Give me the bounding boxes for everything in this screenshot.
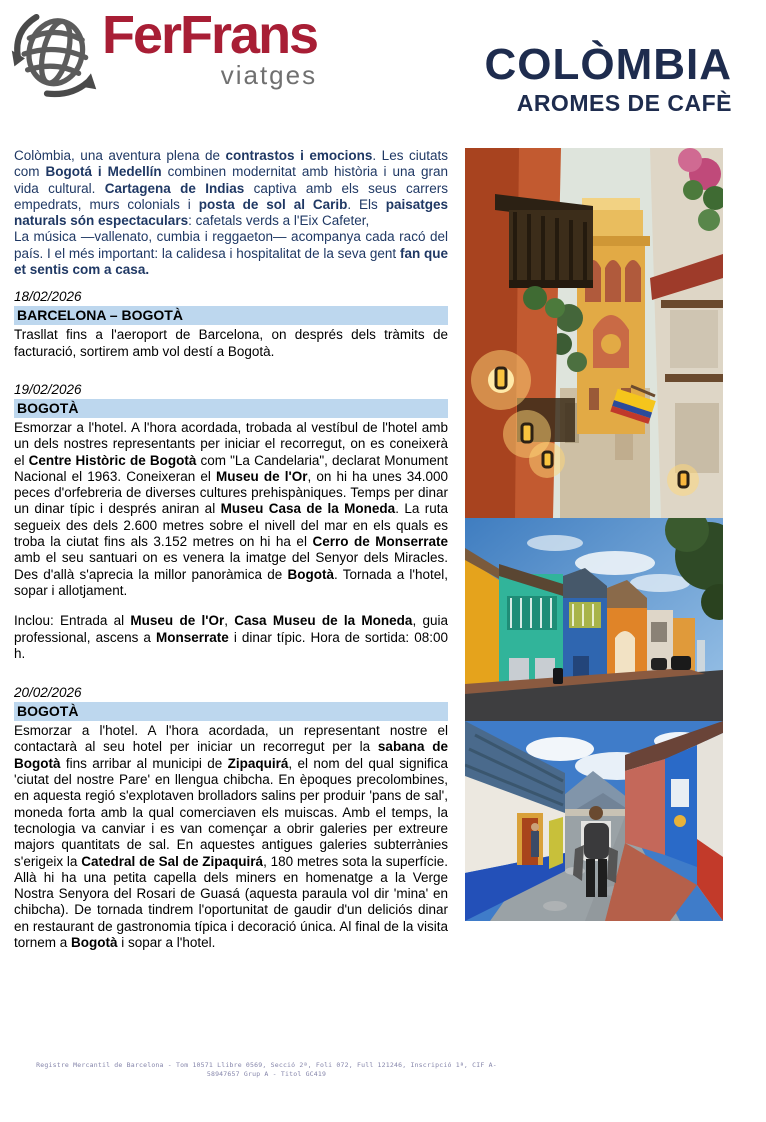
ferfrans-logo <box>10 6 317 102</box>
legal-footer-line2: 58947657 Grup A - Titol GC419 <box>206 1070 327 1078</box>
logo-brand: FerFrans <box>102 5 318 65</box>
legal-footer <box>14 1061 519 1079</box>
page-subtitle: AROMES DE CAFÈ <box>516 90 732 116</box>
cartagena-balconies-photo <box>465 148 723 518</box>
globe-icon <box>10 6 98 102</box>
intro-paragraph-1: Colòmbia, una aventura plena de contrastos i emocions. Les ciutats com Bogotá i Medellín combinen modernitat amb història i una gran vida cultural. Cartagena de Indias captiva amb els seus carrers empedrats, murs colonials i posta de sol al Carib. Els paisatges naturals són espectaculars: cafetals verds a l'Eix Cafeter, <box>14 148 449 229</box>
la-candelaria-street-photo <box>465 721 723 921</box>
title-block <box>484 42 732 116</box>
page-title: COLÒMBIA <box>484 40 732 89</box>
day1-description: Trasllat fins a l'aeroport de Barcelona, on després dels tràmits de facturació, sortirem amb vol destí a Bogotà. <box>14 327 448 359</box>
intro-paragraph-2: La música —vallenato, cumbia i reggaeton— acompanya cada racó del país. I el més important: la calidesa i hospitalitat de la seva gent fan que et sentis com a casa. <box>14 229 448 278</box>
day2-route-header: BOGOTÀ <box>14 399 448 418</box>
logo-subbrand: viatges <box>220 60 318 90</box>
legal-footer-line1: Registre Mercantil de Barcelona - Tom 10571 Llibre 0569, Secció 2ª, Foli 072, Full 121246, Inscripció 1ª, CIF A- <box>36 1061 497 1069</box>
day3-description: Esmorzar a l'hotel. A l'hora acordada, un representant nostre el contactarà al seu hotel per iniciar un recorregut per la sabana de Bogotà fins arribar al municipi de Zipaquirá, el nom del qual significa 'ciutat del nostre Pare' en llengua chibcha. En èpoques precolombines, en aquesta regió s'explotaven brolladors salins per produir 'pans de sal', moneda forta amb la qual comerciaven els muiscas. Amb el temps, la tecnologia va canviar i es van començar a obrir galeries per extreure majors quantitats de sal. En aquestes antigues galeries subterrànies s'erigeix la Catedral de Sal de Zipaquirá, 180 metres sota la superfície. Allà hi ha una petita capella dels miners en homenatge a la Verge Nostra Senyora del Rosari de Guasá (aquesta paraula vol dir 'mina' en chibcha). De tornada tindrem l'oportunitat de gaudir d'un deliciós dinar en restaurant de gastronomia típica i decoració única. Al final de la visita tornem a Bogotà i sopar a l'hotel. <box>14 723 449 950</box>
day2-description: Esmorzar a l'hotel. A l'hora acordada, trobada al vestíbul de l'hotel amb un dels nostres representants per iniciar el recorregut, on es coneixerà el Centre Històric de Bogotà com "La Candelaria", declarat Monument Nacional el 1963. Coneixeran el Museu de l'Or, on hi ha unes 34.000 peces d'orfebreria de diverses cultures prehispàniques. Temps per dinar un dinar típic i després aniran al Museu Casa de la Moneda. La ruta segueix des dels 2.600 metres sobre el nivell del mar en els quals es troba la ciutat fins als 3.152 metres on hi ha el Cerro de Monserrate amb el seu santuari on es venera la imatge del Senyor dels Miracles. Des d'allà s'aprecia la millor panoràmica de Bogotà. Tornada a l'hotel, sopar i allotjament. <box>14 419 449 598</box>
photo-column <box>465 148 723 921</box>
logo-text <box>102 6 317 88</box>
day3-route-header: BOGOTÀ <box>14 702 448 721</box>
day3-date: 20/02/2026 <box>14 685 82 701</box>
cartagena-colorful-houses-photo <box>465 518 723 721</box>
day2-date: 19/02/2026 <box>14 381 82 397</box>
day2-includes: Inclou: Entrada al Museu de l'Or, Casa Museu de la Moneda, guia professional, ascens a Monserrate i dinar típic. Hora de sortida: 08:00 h. <box>14 613 448 661</box>
day1-route-header: BARCELONA – BOGOTÀ <box>14 306 448 325</box>
itinerary-text-column <box>14 148 448 951</box>
day1-date: 18/02/2026 <box>14 289 82 305</box>
